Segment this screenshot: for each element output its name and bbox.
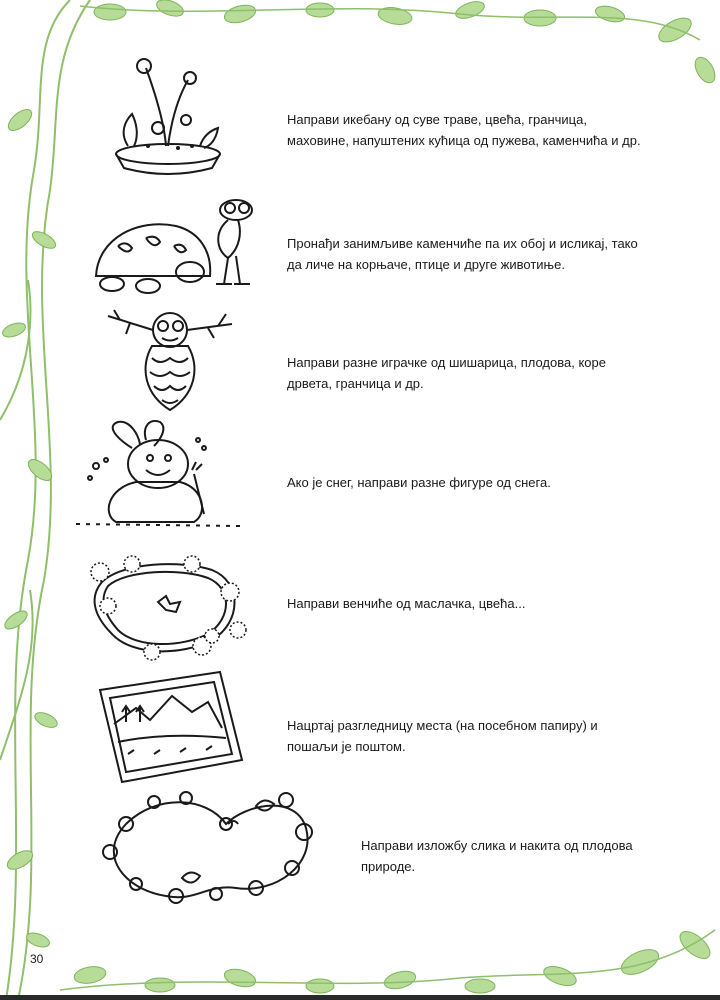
activity-line: пошаљи је поштом. [287, 739, 406, 754]
activity-line: Направи икебану од суве траве, цвећа, гранчица, [287, 112, 587, 127]
ikebana-icon [108, 50, 228, 180]
scan-edge-bar [0, 995, 720, 1000]
postcard-icon [96, 668, 246, 786]
activity-line: дрвета, гранчица и др. [287, 376, 424, 391]
activity-line: Направи изложбу слика и накита од плодова [361, 838, 633, 853]
activity-text [287, 109, 641, 151]
activity-line: Направи разне играчке од шишарица, плодова, коре [287, 355, 606, 370]
activity-text [287, 715, 598, 757]
activity-text [287, 472, 551, 493]
activity-text [361, 835, 633, 877]
page-number: 30 [30, 952, 44, 966]
activity-line: маховине, напуштених кућица од пужева, каменчића и др. [287, 133, 641, 148]
pinecone-toy-icon [100, 306, 240, 416]
dandelion-wreath-icon [82, 552, 254, 664]
activity-text [287, 233, 638, 275]
activity-line: Нацртај разгледницу места (на посебном папиру) и [287, 718, 598, 733]
activity-text [287, 593, 525, 614]
fruit-necklace-icon [96, 784, 326, 914]
activity-text [287, 352, 606, 394]
activity-line: Ако је снег, направи разне фигуре од снега. [287, 475, 551, 490]
snow-bunny-icon [76, 418, 246, 536]
activity-line: природе. [361, 859, 416, 874]
painted-stones-icon [88, 188, 263, 298]
activity-line: Направи венчиће од маслачка, цвећа... [287, 596, 526, 611]
activity-line: да личе на корњаче, птице и друге животиње. [287, 257, 565, 272]
activity-line: Пронађи занимљиве каменчиће па их обој и исликај, тако [287, 236, 638, 251]
